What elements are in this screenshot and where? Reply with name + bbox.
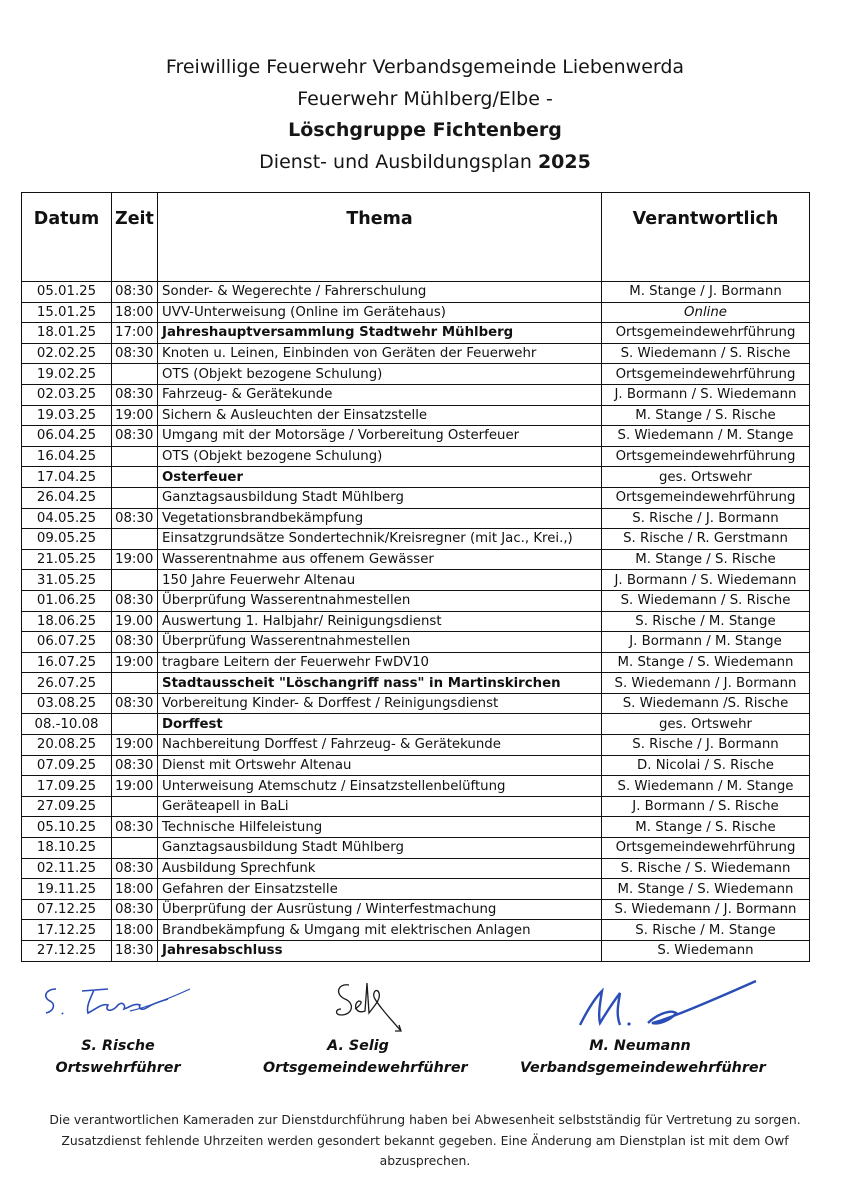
cell-topic: 150 Jahre Feuerwehr Altenau bbox=[158, 570, 602, 591]
cell-time: 08:30 bbox=[112, 508, 158, 529]
cell-responsible: S. Wiedemann /S. Rische bbox=[602, 693, 810, 714]
schedule-table bbox=[21, 192, 810, 962]
cell-time bbox=[112, 570, 158, 591]
cell-time: 08:30 bbox=[112, 426, 158, 447]
cell-time: 08:30 bbox=[112, 632, 158, 653]
cell-topic: Überprüfung Wasserentnahmestellen bbox=[158, 632, 602, 653]
table-row bbox=[22, 714, 810, 735]
cell-responsible: S. Rische / M. Stange bbox=[602, 611, 810, 632]
cell-time: 18:30 bbox=[112, 941, 158, 962]
cell-date: 03.08.25 bbox=[22, 693, 112, 714]
header-time: Zeit bbox=[112, 193, 158, 282]
cell-topic: Knoten u. Leinen, Einbinden von Geräten der Feuerwehr bbox=[158, 343, 602, 364]
cell-date: 17.09.25 bbox=[22, 776, 112, 797]
cell-responsible: J. Bormann / S. Wiedemann bbox=[602, 570, 810, 591]
plan-title-text: Dienst- und Ausbildungsplan bbox=[259, 150, 538, 173]
cell-responsible: M. Stange / S. Wiedemann bbox=[602, 879, 810, 900]
table-row bbox=[22, 879, 810, 900]
cell-time: 18:00 bbox=[112, 302, 158, 323]
cell-date: 27.12.25 bbox=[22, 941, 112, 962]
cell-date: 06.07.25 bbox=[22, 632, 112, 653]
cell-date: 18.01.25 bbox=[22, 323, 112, 344]
cell-responsible: M. Stange / S. Wiedemann bbox=[602, 652, 810, 673]
header-responsible: Verantwortlich bbox=[602, 193, 810, 282]
cell-date: 17.04.25 bbox=[22, 467, 112, 488]
table-row bbox=[22, 693, 810, 714]
table-header-row bbox=[22, 193, 810, 282]
cell-time: 18:00 bbox=[112, 879, 158, 900]
cell-date: 16.04.25 bbox=[22, 446, 112, 467]
cell-time: 19:00 bbox=[112, 776, 158, 797]
table-row bbox=[22, 467, 810, 488]
table-row bbox=[22, 920, 810, 941]
cell-date: 19.03.25 bbox=[22, 405, 112, 426]
cell-topic: UVV-Unterweisung (Online im Gerätehaus) bbox=[158, 302, 602, 323]
cell-topic: Ausbildung Sprechfunk bbox=[158, 858, 602, 879]
cell-time bbox=[112, 364, 158, 385]
cell-date: 06.04.25 bbox=[22, 426, 112, 447]
cell-responsible: M. Stange / J. Bormann bbox=[602, 282, 810, 303]
table-row bbox=[22, 426, 810, 447]
cell-responsible: J. Bormann / S. Wiedemann bbox=[602, 384, 810, 405]
table-row bbox=[22, 343, 810, 364]
cell-topic: OTS (Objekt bezogene Schulung) bbox=[158, 364, 602, 385]
handwritten-signature-selig bbox=[263, 975, 453, 1035]
cell-time: 08:30 bbox=[112, 343, 158, 364]
cell-topic: Ganztagsausbildung Stadt Mühlberg bbox=[158, 838, 602, 859]
cell-date: 27.09.25 bbox=[22, 796, 112, 817]
cell-time bbox=[112, 467, 158, 488]
table-row bbox=[22, 405, 810, 426]
cell-responsible: S. Wiedemann / S. Rische bbox=[602, 590, 810, 611]
cell-date: 31.05.25 bbox=[22, 570, 112, 591]
cell-topic: Überprüfung der Ausrüstung / Winterfestmachung bbox=[158, 899, 602, 920]
footer-note: Die verantwortlichen Kameraden zur Dienstdurchführung haben bei Abwesenheit selbstständig für Vertretung zu sorgen. Zusatzdienst fehlende Uhrzeiten werden gesondert bekannt gegeben. Eine Änderung am Dienstplan ist mit dem Owf abzusprechen. bbox=[49, 1112, 801, 1168]
cell-date: 02.11.25 bbox=[22, 858, 112, 879]
cell-date: 21.05.25 bbox=[22, 549, 112, 570]
cell-date: 08.-10.08 bbox=[22, 714, 112, 735]
cell-date: 18.06.25 bbox=[22, 611, 112, 632]
table-row bbox=[22, 384, 810, 405]
cell-topic: OTS (Objekt bezogene Schulung) bbox=[158, 446, 602, 467]
cell-time: 08:30 bbox=[112, 693, 158, 714]
cell-topic: Geräteapell in BaLi bbox=[158, 796, 602, 817]
table-row bbox=[22, 899, 810, 920]
cell-time bbox=[112, 714, 158, 735]
cell-topic: Unterweisung Atemschutz / Einsatzstellenbelüftung bbox=[158, 776, 602, 797]
cell-time bbox=[112, 529, 158, 550]
cell-responsible: S. Wiedemann / J. Bormann bbox=[602, 673, 810, 694]
cell-time: 19:00 bbox=[112, 405, 158, 426]
cell-topic: Umgang mit der Motorsäge / Vorbereitung Osterfeuer bbox=[158, 426, 602, 447]
cell-topic: Auswertung 1. Halbjahr/ Reinigungsdienst bbox=[158, 611, 602, 632]
cell-time: 08:30 bbox=[112, 590, 158, 611]
signer-role-neumann: Verbandsgemeindewehrführer bbox=[520, 1060, 766, 1076]
table-row bbox=[22, 858, 810, 879]
table-row bbox=[22, 838, 810, 859]
cell-topic: Ganztagsausbildung Stadt Mühlberg bbox=[158, 487, 602, 508]
cell-date: 09.05.25 bbox=[22, 529, 112, 550]
cell-responsible: Ortsgemeindewehrführung bbox=[602, 323, 810, 344]
cell-time: 08:30 bbox=[112, 755, 158, 776]
cell-date: 04.05.25 bbox=[22, 508, 112, 529]
table-row bbox=[22, 673, 810, 694]
cell-time bbox=[112, 796, 158, 817]
table-row bbox=[22, 632, 810, 653]
cell-date: 26.07.25 bbox=[22, 673, 112, 694]
table-row bbox=[22, 652, 810, 673]
cell-topic: Jahresabschluss bbox=[158, 941, 602, 962]
cell-date: 07.09.25 bbox=[22, 755, 112, 776]
table-row bbox=[22, 755, 810, 776]
table-row bbox=[22, 590, 810, 611]
cell-date: 19.11.25 bbox=[22, 879, 112, 900]
cell-responsible: S. Wiedemann / J. Bormann bbox=[602, 899, 810, 920]
cell-responsible: S. Rische / R. Gerstmann bbox=[602, 529, 810, 550]
cell-topic: Sonder- & Wegerechte / Fahrerschulung bbox=[158, 282, 602, 303]
table-row bbox=[22, 735, 810, 756]
handwritten-signature-neumann bbox=[520, 975, 760, 1035]
cell-topic: Einsatzgrundsätze Sondertechnik/Kreisregner (mit Jac., Krei.,) bbox=[158, 529, 602, 550]
cell-date: 05.01.25 bbox=[22, 282, 112, 303]
cell-time: 08:30 bbox=[112, 384, 158, 405]
table-row bbox=[22, 487, 810, 508]
cell-responsible: ges. Ortswehr bbox=[602, 467, 810, 488]
cell-responsible: M. Stange / S. Rische bbox=[602, 817, 810, 838]
table-row bbox=[22, 364, 810, 385]
cell-topic: Jahreshauptversammlung Stadtwehr Mühlberg bbox=[158, 323, 602, 344]
cell-time: 08:30 bbox=[112, 899, 158, 920]
cell-topic: Vegetationsbrandbekämpfung bbox=[158, 508, 602, 529]
cell-topic: Dienst mit Ortswehr Altenau bbox=[158, 755, 602, 776]
signature-area bbox=[0, 975, 850, 1090]
cell-date: 15.01.25 bbox=[22, 302, 112, 323]
table-row bbox=[22, 446, 810, 467]
cell-topic: Nachbereitung Dorffest / Fahrzeug- & Gerätekunde bbox=[158, 735, 602, 756]
table-row bbox=[22, 508, 810, 529]
cell-date: 16.07.25 bbox=[22, 652, 112, 673]
cell-time: 08:30 bbox=[112, 817, 158, 838]
cell-responsible: S. Wiedemann / M. Stange bbox=[602, 776, 810, 797]
table-row bbox=[22, 549, 810, 570]
cell-topic: Gefahren der Einsatzstelle bbox=[158, 879, 602, 900]
signature-block-selig bbox=[263, 975, 468, 1079]
cell-responsible: J. Bormann / S. Rische bbox=[602, 796, 810, 817]
cell-time bbox=[112, 487, 158, 508]
cell-time: 18:00 bbox=[112, 920, 158, 941]
cell-responsible: Ortsgemeindewehrführung bbox=[602, 487, 810, 508]
cell-date: 19.02.25 bbox=[22, 364, 112, 385]
cell-date: 02.02.25 bbox=[22, 343, 112, 364]
cell-responsible: Online bbox=[602, 302, 810, 323]
cell-responsible: S. Rische / M. Stange bbox=[602, 920, 810, 941]
table-row bbox=[22, 796, 810, 817]
signature-block-neumann bbox=[520, 975, 766, 1079]
unit-title: Feuerwehr Mühlberg/Elbe - bbox=[297, 87, 553, 110]
handwritten-signature-rische bbox=[38, 975, 198, 1035]
cell-responsible: S. Wiedemann / M. Stange bbox=[602, 426, 810, 447]
cell-topic: Überprüfung Wasserentnahmestellen bbox=[158, 590, 602, 611]
cell-time: 19:00 bbox=[112, 735, 158, 756]
cell-responsible: S. Rische / J. Bormann bbox=[602, 508, 810, 529]
cell-date: 18.10.25 bbox=[22, 838, 112, 859]
cell-responsible: D. Nicolai / S. Rische bbox=[602, 755, 810, 776]
cell-topic: Brandbekämpfung & Umgang mit elektrischen Anlagen bbox=[158, 920, 602, 941]
table-row bbox=[22, 282, 810, 303]
cell-time bbox=[112, 673, 158, 694]
group-title: Löschgruppe Fichtenberg bbox=[288, 119, 562, 141]
signer-name-neumann: M. Neumann bbox=[589, 1038, 691, 1054]
cell-topic: Dorffest bbox=[158, 714, 602, 735]
cell-topic: Osterfeuer bbox=[158, 467, 602, 488]
table-row bbox=[22, 570, 810, 591]
cell-time: 08:30 bbox=[112, 858, 158, 879]
cell-time: 08:30 bbox=[112, 282, 158, 303]
cell-responsible: S. Wiedemann / S. Rische bbox=[602, 343, 810, 364]
cell-date: 07.12.25 bbox=[22, 899, 112, 920]
signature-block-rische bbox=[38, 975, 198, 1079]
table-row bbox=[22, 529, 810, 550]
cell-topic: Wasserentnahme aus offenem Gewässer bbox=[158, 549, 602, 570]
cell-time: 17:00 bbox=[112, 323, 158, 344]
cell-date: 20.08.25 bbox=[22, 735, 112, 756]
cell-responsible: M. Stange / S. Rische bbox=[602, 405, 810, 426]
header-date: Datum bbox=[22, 193, 112, 282]
cell-responsible: M. Stange / S. Rische bbox=[602, 549, 810, 570]
plan-title bbox=[0, 147, 850, 179]
cell-topic: Vorbereitung Kinder- & Dorffest / Reinigungsdienst bbox=[158, 693, 602, 714]
cell-time bbox=[112, 838, 158, 859]
cell-topic: Fahrzeug- & Gerätekunde bbox=[158, 384, 602, 405]
cell-responsible: Ortsgemeindewehrführung bbox=[602, 364, 810, 385]
signer-name-rische: S. Rische bbox=[81, 1038, 155, 1054]
cell-time: 19:00 bbox=[112, 549, 158, 570]
header-topic: Thema bbox=[158, 193, 602, 282]
cell-responsible: ges. Ortswehr bbox=[602, 714, 810, 735]
plan-year: 2025 bbox=[537, 150, 591, 173]
table-row bbox=[22, 302, 810, 323]
cell-responsible: J. Bormann / M. Stange bbox=[602, 632, 810, 653]
cell-responsible: Ortsgemeindewehrführung bbox=[602, 838, 810, 859]
cell-date: 05.10.25 bbox=[22, 817, 112, 838]
cell-responsible: Ortsgemeindewehrführung bbox=[602, 446, 810, 467]
signer-role-rische: Ortswehrführer bbox=[55, 1060, 181, 1076]
cell-topic: Stadtausscheit "Löschangriff nass" in Martinskirchen bbox=[158, 673, 602, 694]
cell-time bbox=[112, 446, 158, 467]
signer-role-selig: Ortsgemeindewehrführer bbox=[263, 1060, 468, 1076]
cell-date: 02.03.25 bbox=[22, 384, 112, 405]
cell-date: 01.06.25 bbox=[22, 590, 112, 611]
cell-time: 19:00 bbox=[112, 652, 158, 673]
cell-date: 17.12.25 bbox=[22, 920, 112, 941]
table-row bbox=[22, 776, 810, 797]
table-row bbox=[22, 611, 810, 632]
cell-topic: Sichern & Ausleuchten der Einsatzstelle bbox=[158, 405, 602, 426]
cell-time: 19.00 bbox=[112, 611, 158, 632]
cell-date: 26.04.25 bbox=[22, 487, 112, 508]
org-title: Freiwillige Feuerwehr Verbandsgemeinde Liebenwerda bbox=[165, 56, 685, 78]
cell-topic: tragbare Leitern der Feuerwehr FwDV10 bbox=[158, 652, 602, 673]
table-row bbox=[22, 323, 810, 344]
document-header bbox=[0, 52, 850, 178]
cell-responsible: S. Rische / S. Wiedemann bbox=[602, 858, 810, 879]
signer-name-selig: A. Selig bbox=[327, 1038, 389, 1054]
cell-topic: Technische Hilfeleistung bbox=[158, 817, 602, 838]
cell-responsible: S. Wiedemann bbox=[602, 941, 810, 962]
table-row bbox=[22, 817, 810, 838]
cell-responsible: S. Rische / J. Bormann bbox=[602, 735, 810, 756]
table-row bbox=[22, 941, 810, 962]
